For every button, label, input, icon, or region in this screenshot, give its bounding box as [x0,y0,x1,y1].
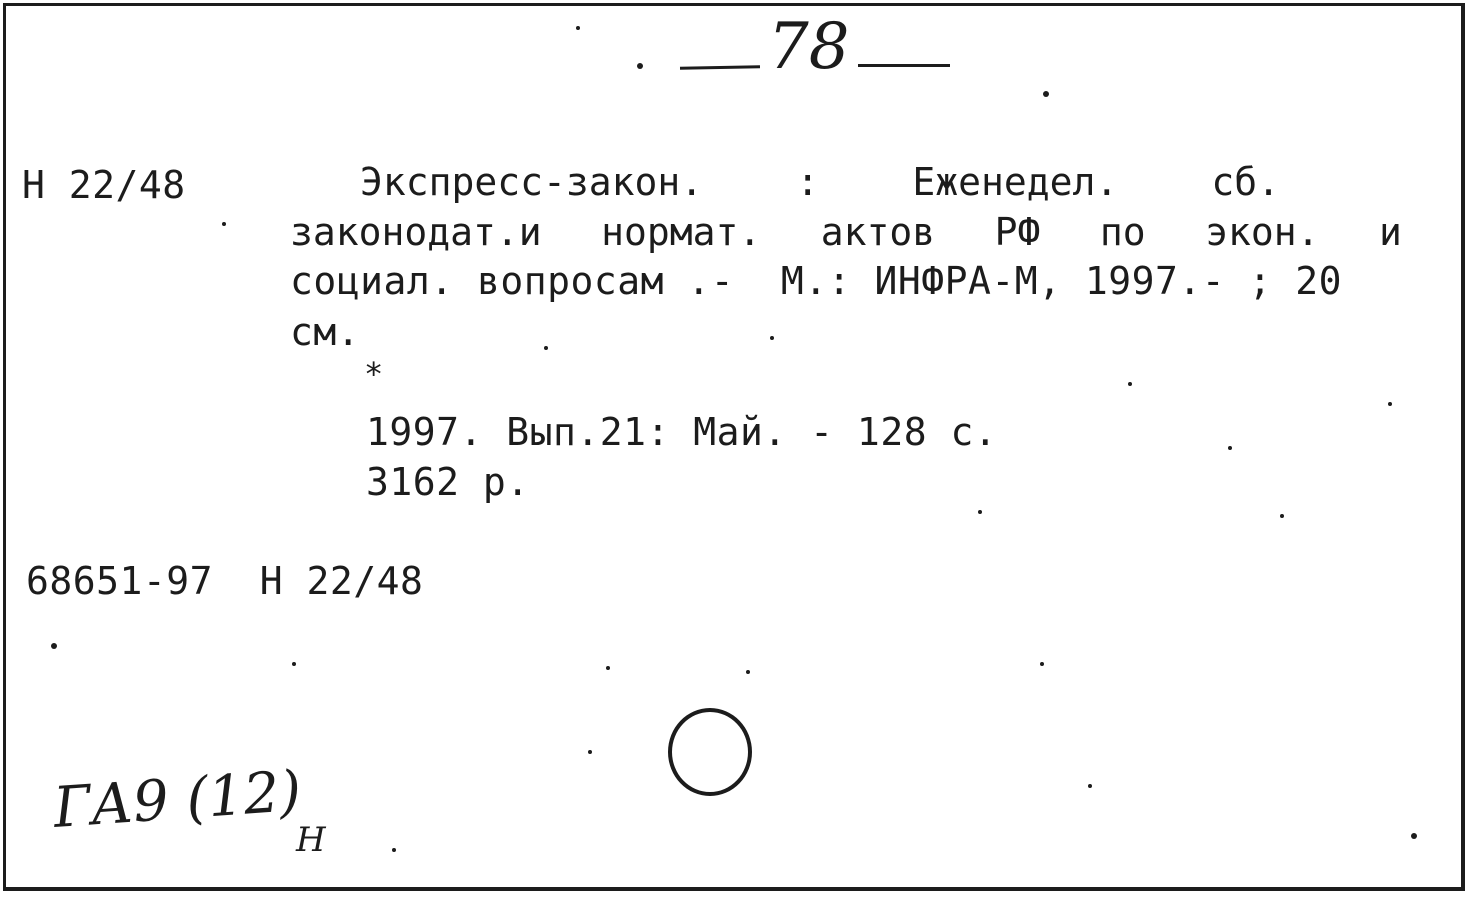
entry-colon: : [796,160,820,204]
entry-line-3: социал. вопросам .- М.: ИНФРА-М, 1997.- ; 20 [290,259,1343,303]
punch-hole [668,708,752,796]
entry-word: актов [820,210,936,254]
asterisk-mark: * [364,355,384,393]
page-number: 78 [768,10,850,84]
entry-subtitle-word-2: сб. [1211,160,1280,204]
handwritten-subscript: Н [296,820,326,860]
entry-word: экон. [1205,210,1320,254]
entry-line-2 [290,210,1402,254]
call-number: Н 22/48 [22,163,186,207]
entry-word: и [1379,210,1402,254]
entry-subtitle-word-1: Еженедел. [912,160,1119,204]
entry-line-1 [360,160,1280,204]
entry-title: Экспресс-закон. [360,160,704,204]
entry-word: законодат.и [290,210,542,254]
entry-line-4: см. [290,310,361,354]
price-line: 3162 р. [366,460,530,504]
page-number-dash-right [858,64,950,67]
entry-word: РФ [994,210,1041,254]
issue-line: 1997. Вып.21: Май. - 128 с. [366,410,998,454]
entry-word: по [1099,210,1146,254]
inventory-number: 68651-97 Н 22/48 [26,559,424,603]
entry-word: нормат. [601,210,762,254]
handwritten-shelf-code: ГА9 (12) [51,758,304,841]
